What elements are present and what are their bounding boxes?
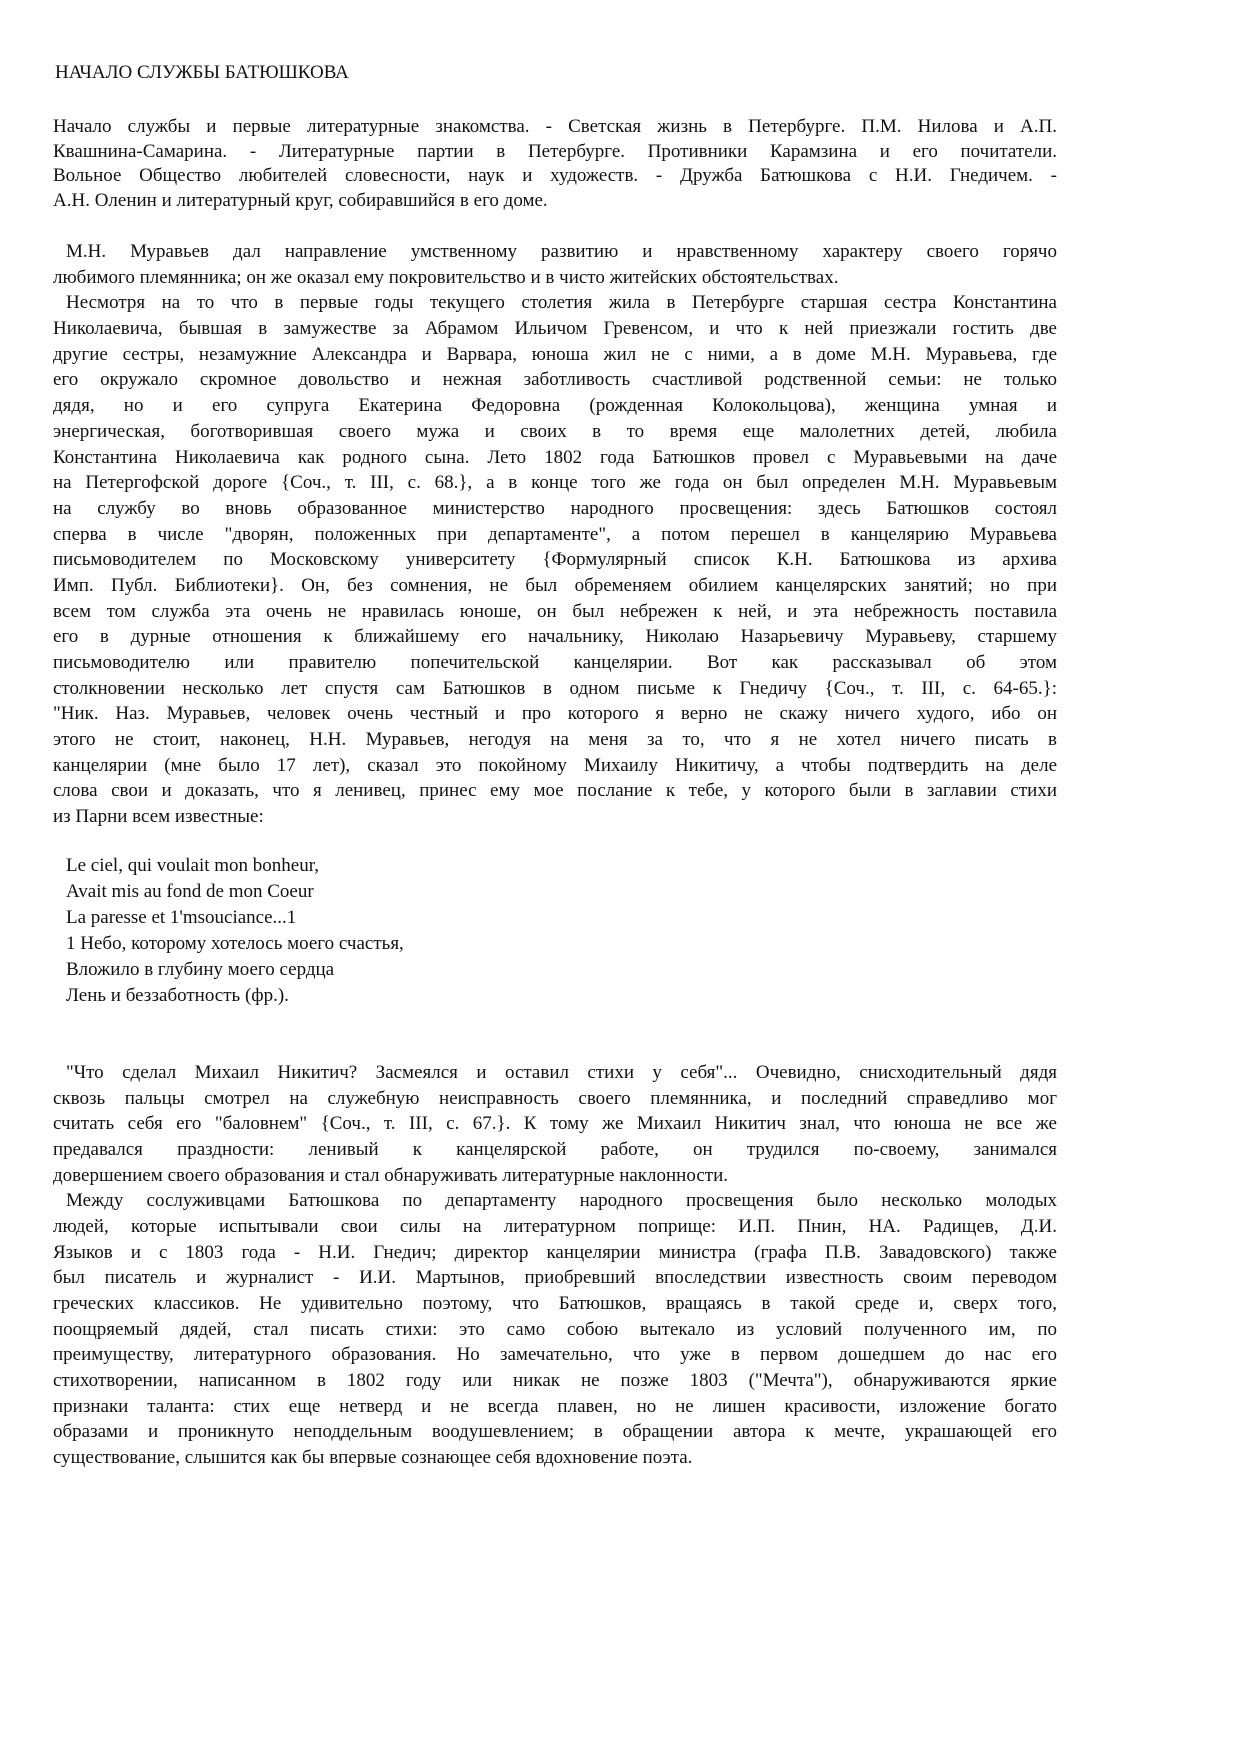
chapter-summary: [53, 115, 1057, 213]
text-line: Вложило в глубину моего сердца: [66, 958, 335, 980]
text-line: предавался праздности: ленивый к канцелярской работе, он трудился по-своему, занимался: [53, 1138, 1057, 1160]
text-line: Константина Николаевича как родного сына. Лето 1802 года Батюшков провел с Муравьевыми на даче: [53, 446, 1057, 468]
text-line: довершением своего образования и стал обнаруживать литературные наклонности.: [53, 1164, 728, 1186]
text-line: Вольное Общество любителей словесности, наук и художеств. - Дружба Батюшкова с Н.И. Гнедичем. -: [53, 165, 1057, 186]
text-line: сперва в числе "дворян, положенных при департаменте", а потом перешел в канцелярию Муравьева: [53, 523, 1057, 545]
text-line: другие сестры, незамужние Александра и Варвара, юноша жил не с ними, а в доме М.Н. Муравьева, где: [53, 343, 1057, 365]
text-line: стихотворении, написанном в 1802 году или никак не позже 1803 ("Мечта"), обнаруживаются яркие: [53, 1370, 1057, 1392]
text-line: Avait mis au fond de mon Coeur: [66, 880, 314, 902]
paragraph: [53, 290, 1057, 829]
text-line: сквозь пальцы смотрел на служебную неисправность своего племянника, и последний справедливо мог: [53, 1087, 1057, 1109]
text-line: столкновении несколько лет спустя сам Батюшков в одном письме к Гнедичу {Соч., т. III, с. 64-65.}:: [53, 677, 1057, 699]
text-line: "Ник. Наз. Муравьев, человек очень честный и про которого я верно не скажу ничего худого, ибо он: [53, 703, 1057, 725]
text-line: был писатель и журналист - И.И. Мартынов, приобревший впоследствии известность своим переводом: [53, 1267, 1057, 1289]
text-line: "Что сделал Михаил Никитич? Засмеялся и оставил стихи у себя"... Очевидно, снисходительный дядя: [66, 1061, 1057, 1083]
paragraph: [53, 1188, 1057, 1471]
text-line: письмоводителем по Московскому университету {Формулярный список К.Н. Батюшкова из архива: [53, 549, 1057, 571]
text-line: La paresse et 1'msouciance...1: [66, 906, 297, 928]
text-line: образами и проникнуто неподдельным воодушевлением; в обращении автора к мечте, украшающей его: [53, 1421, 1057, 1443]
text-line: людей, которые испытывали свои силы на литературном поприще: И.П. Пнин, НА. Радищев, Д.И.: [53, 1215, 1057, 1237]
text-line: греческих классиков. Не удивительно поэтому, что Батюшков, вращаясь в такой среде и, сверх того,: [53, 1293, 1057, 1314]
text-line: признаки таланта: стих еще нетверд и не всегда плавен, но не лишен красивости, изложение богато: [53, 1395, 1057, 1417]
text-line: Языков и с 1803 года - Н.И. Гнедич; директор канцелярии министра (графа П.В. Завадовского) также: [53, 1241, 1057, 1263]
text-line: на службу во вновь образованное министерство народного просвещения: здесь Батюшков состоял: [53, 497, 1057, 519]
paragraph: [53, 1060, 1057, 1188]
text-line: дядя, но и его супруга Екатерина Федоровна (рожденная Колокольцова), женщина умная и: [53, 395, 1057, 417]
text-line: Квашнина-Самарина. - Литературные партии в Петербурге. Противники Карамзина и его почитатели.: [53, 140, 1057, 162]
text-line: Лень и беззаботность (фр.).: [66, 984, 289, 1006]
verse-quote: [66, 853, 1240, 1009]
text-line: 1 Небо, которому хотелось моего счастья,: [66, 932, 404, 954]
paragraph: [53, 239, 1057, 290]
text-line: Несмотря на то что в первые годы текущего столетия жила в Петербурге старшая сестра Константина: [66, 292, 1057, 314]
text-line: любимого племянника; он же оказал ему покровительство и в чисто житейских обстоятельствах.: [53, 266, 839, 288]
text-line: канцелярии (мне было 17 лет), сказал это покойному Михаилу Никитичу, а чтобы подтвердить на деле: [53, 754, 1057, 776]
text-line: Начало службы и первые литературные знакомства. - Светская жизнь в Петербурге. П.М. Нилова и А.П.: [53, 116, 1057, 137]
text-line: энергическая, боготворившая своего мужа и своих в то время еще малолетних детей, любила: [53, 420, 1057, 442]
text-line: его окружало скромное довольство и нежная заботливость счастливой родственной семьи: не только: [53, 369, 1057, 391]
text-line: М.Н. Муравьев дал направление умственному развитию и нравственному характеру своего горячо: [66, 241, 1057, 262]
text-line: из Парни всем известные:: [53, 806, 264, 828]
text-line: преимуществу, литературного образования. Но замечательно, что уже в первом дошедшем до нас его: [53, 1344, 1057, 1366]
text-line: Le ciel, qui voulait mon bonheur,: [66, 854, 320, 876]
text-line: всем том служба эта очень не нравилась юноше, он был небрежен к ней, и эта небрежность поставила: [53, 600, 1057, 622]
text-line: считать себя его "баловнем" {Соч., т. III, с. 67.}. К тому же Михаил Никитич знал, что юноша не все же: [53, 1113, 1057, 1135]
text-line: существование, слышится как бы впервые сознающее себя вдохновение поэта.: [53, 1447, 693, 1469]
text-line: этого не стоит, наконец, Н.Н. Муравьев, негодуя на меня за то, что я не хотел ничего писать в: [53, 729, 1057, 751]
text-line: поощряемый дядей, стал писать стихи: это само собою вытекало из условий полученного им, по: [53, 1318, 1057, 1340]
text-line: слова свои и доказать, что я ленивец, принес ему мое послание к тебе, у которого были в заглавии стихи: [53, 780, 1057, 802]
text-line: А.Н. Оленин и литературный круг, собиравшийся в его доме.: [53, 189, 548, 211]
text-line: Имп. Публ. Библиотеки}. Он, без сомнения, не был обременяем обилием канцелярских занятий; но при: [53, 574, 1057, 596]
text-line: письмоводителю или правителю попечительской канцелярии. Вот как рассказывал об этом: [53, 652, 1057, 673]
text-line: Между сослуживцами Батюшкова по департаменту народного просвещения было несколько молодых: [66, 1190, 1057, 1212]
text-line: на Петергофской дороге {Соч., т. III, с. 68.}, а в конце того же года он был определен М.Н. Муравьевым: [53, 472, 1057, 494]
page-title: НАЧАЛО СЛУЖБЫ БАТЮШКОВА: [55, 62, 349, 83]
text-line: Николаевича, бывшая в замужестве за Абрамом Ильичом Гревенсом, и что к ней приезжали гостить две: [53, 318, 1057, 340]
text-line: его в дурные отношения к ближайшему его начальнику, Николаю Назарьевичу Муравьеву, старшему: [53, 626, 1057, 648]
